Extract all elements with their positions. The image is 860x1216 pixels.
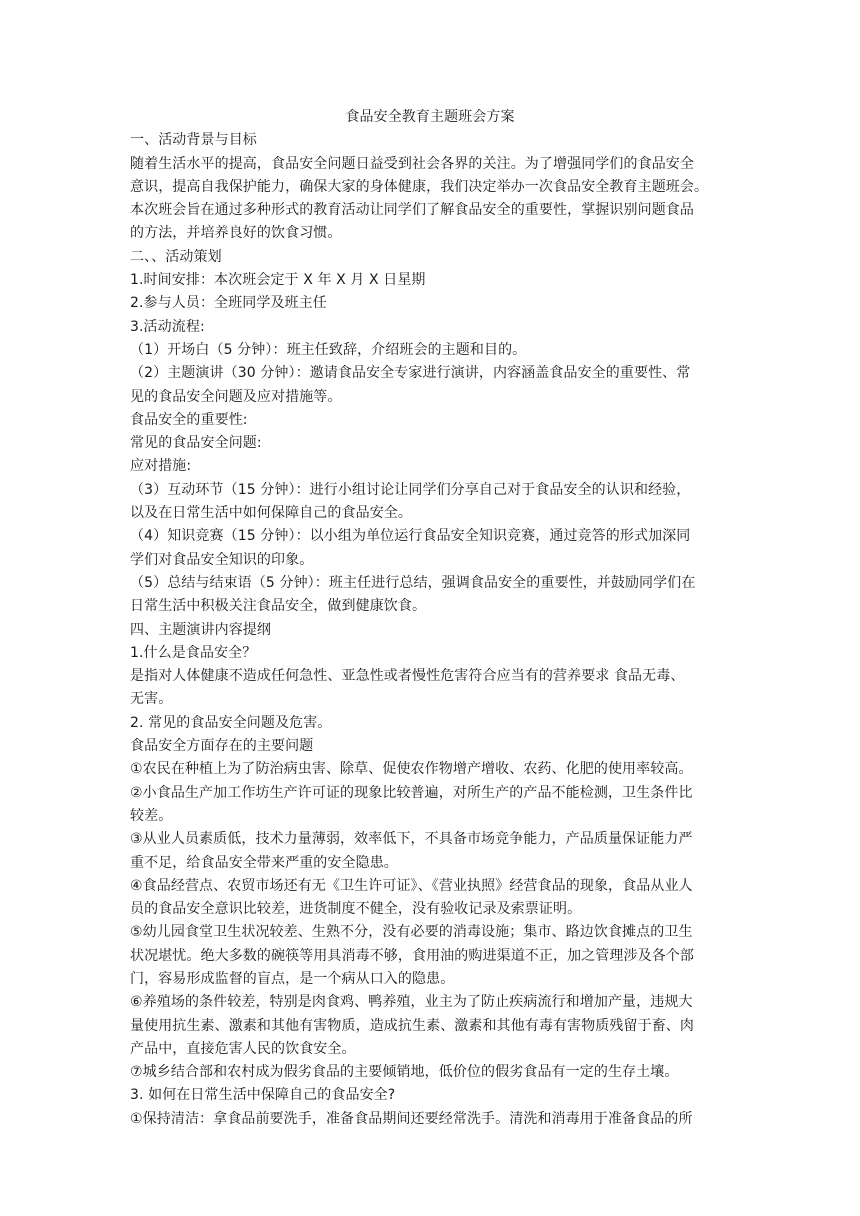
paragraph-line: ④食品经营点、农贸市场还有无《卫生许可证》、《营业执照》经营食品的现象，食品从业人 xyxy=(130,877,693,894)
paragraph-line: （4）知识竞赛（15 分钟）：以小组为单位运行食品安全知识竞赛，通过竞答的形式加深同 xyxy=(130,528,691,545)
paragraph-line: 状况堪忧。绝大多数的碗筷等用具消毒不够，食用油的购进渠道不正，加之管理涉及各个部 xyxy=(130,947,694,964)
paragraph-line: 重不足，给食品安全带来严重的安全隐患。 xyxy=(130,854,398,871)
paragraph-line: （2）主题演讲（30 分钟）：邀请食品安全专家进行演讲，内容涵盖食品安全的重要性、常 xyxy=(130,365,691,382)
paragraph-line: 日常生活中积极关注食品安全，做到健康饮食。 xyxy=(130,598,427,615)
paragraph-line: 2.参与人员：全班同学及班主任 xyxy=(130,295,327,312)
paragraph-line: ⑥养殖场的条件较差，特别是肉食鸡、鸭养殖，业主为了防止疾病流行和增加产量，违规大 xyxy=(130,994,693,1011)
paragraph-line: 常见的食品安全问题: xyxy=(130,435,262,452)
paragraph-line: ⑤幼儿园食堂卫生状况较差、生熟不分，没有必要的消毒设施；集市、路边饮食摊点的卫生 xyxy=(130,924,693,941)
document-body xyxy=(130,106,730,1131)
paragraph-line: 员的食品安全意识比较差，进货制度不健全，没有验收记录及索票证明。 xyxy=(130,901,582,918)
paragraph-line: ①农民在种植上为了防治病虫害、除草、促使农作物增产增收、农药、化肥的使用率较高。 xyxy=(130,761,693,778)
paragraph-line: 1.什么是食品安全？ xyxy=(130,644,257,661)
paragraph-line: ③从业人员素质低，技术力量薄弱，效率低下，不具备市场竞争能力，产品质量保证能力严 xyxy=(130,831,693,848)
paragraph-line: （1）开场白（5 分钟）：班主任致辞，介绍班会的主题和目的。 xyxy=(130,341,527,358)
paragraph-line: 意识，提高自我保护能力，确保大家的身体健康，我们决定举办一次食品安全教育主题班会。 xyxy=(130,178,709,195)
paragraph-line: 量使用抗生素、激素和其他有害物质，造成抗生素、激素和其他有毒有害物质残留于畜、肉 xyxy=(130,1017,694,1034)
paragraph-line: 随着生活水平的提高，食品安全问题日益受到社会各界的关注。为了增强同学们的食品安全 xyxy=(130,155,694,172)
paragraph-line: 无害。 xyxy=(130,691,173,708)
paragraph-line: 以及在日常生活中如何保障自己的食品安全。 xyxy=(130,505,412,522)
paragraph-line: ②小食品生产加工作坊生产许可证的现象比较普遍，对所生产的产品不能检测，卫生条件比 xyxy=(130,784,693,801)
paragraph-line: 3. 如何在日常生活中保障自己的食品安全? xyxy=(130,1087,396,1104)
document-title: 食品安全教育主题班会方案 xyxy=(345,109,515,125)
paragraph-line: 较差。 xyxy=(130,807,173,824)
paragraph-line: （3）互动环节（15 分钟）：进行小组讨论让同学们分享自己对于食品安全的认识和经验， xyxy=(130,481,691,498)
paragraph-line: 1.时间安排：本次班会定于 X 年 X 月 X 日星期 xyxy=(130,272,426,289)
paragraph-line: ⑦城乡结合部和农村成为假劣食品的主要倾销地，低价位的假劣食品有一定的生存土壤。 xyxy=(130,1064,679,1081)
paragraph-line: 学们对食品安全知识的印象。 xyxy=(130,551,314,568)
paragraph-line: 应对措施: xyxy=(130,458,192,475)
paragraph-line: 2. 常见的食品安全问题及危害。 xyxy=(130,714,332,731)
paragraph-line: 二、、活动策划 xyxy=(130,248,222,265)
paragraph-line: 产品中，直接危害人民的饮食安全。 xyxy=(130,1040,356,1057)
paragraph-line: 门，容易形成监督的盲点，是一个病从口入的隐患。 xyxy=(130,970,455,987)
paragraph-line: 是指对人体健康不造成任何急性、亚急性或者慢性危害符合应当有的营养要求 食品无毒、 xyxy=(130,668,685,685)
paragraph-line: 食品安全方面存在的主要问题 xyxy=(130,738,314,755)
paragraph-line: （5）总结与结束语（5 分钟）：班主任进行总结，强调食品安全的重要性，并鼓励同学们在 xyxy=(130,574,696,591)
paragraph-line: 本次班会旨在通过多种形式的教育活动让同学们了解食品安全的重要性，掌握识别问题食品 xyxy=(130,202,694,219)
paragraph-line: 见的食品安全问题及应对措施等。 xyxy=(130,388,342,405)
paragraph-line: 的方法，并培养良好的饮食习惯。 xyxy=(130,225,342,242)
paragraph-line: 一、活动背景与目标 xyxy=(130,132,257,149)
paragraph-line: 四、主题演讲内容提纲 xyxy=(130,621,271,638)
paragraph-line: 食品安全的重要性: xyxy=(130,411,248,428)
paragraph-line: ①保持清洁：拿食品前要洗手，准备食品期间还要经常洗手。清洗和消毒用于准备食品的所 xyxy=(130,1110,693,1127)
paragraph-line: 3.活动流程: xyxy=(130,318,205,335)
